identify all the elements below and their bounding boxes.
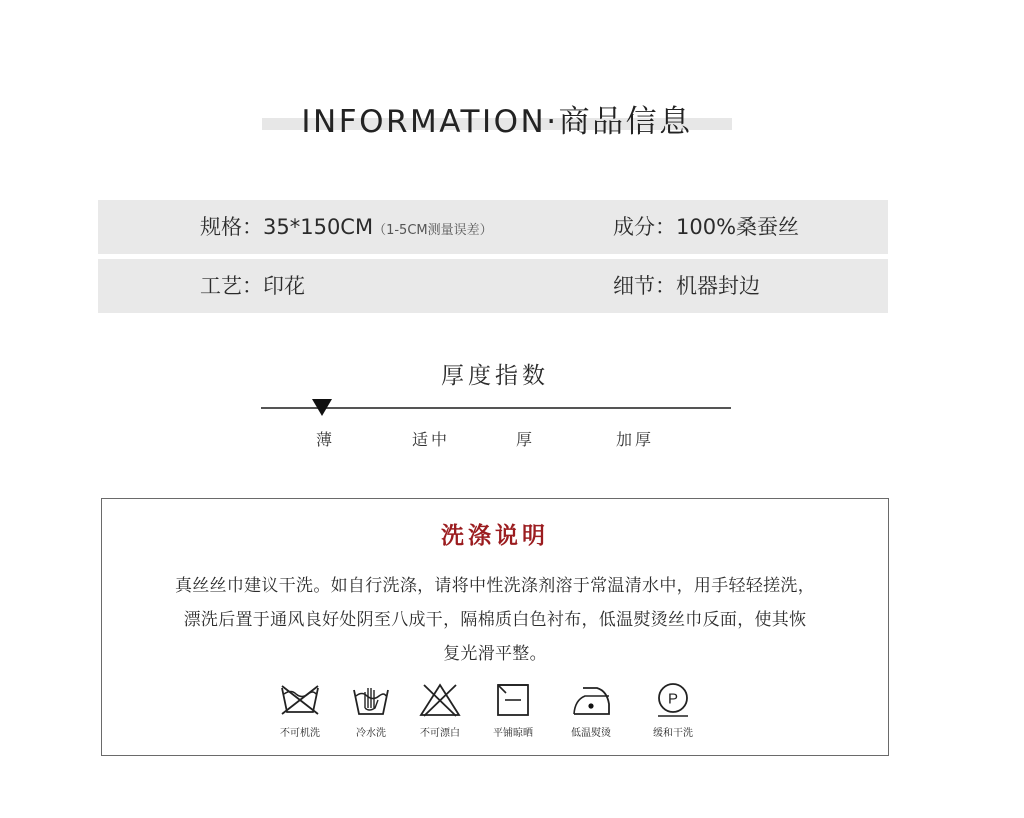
care-icon-label: 平铺晾晒 bbox=[493, 728, 533, 739]
gentle-dry-clean-icon bbox=[651, 682, 695, 718]
care-icon-item bbox=[405, 682, 475, 739]
care-title: 洗涤说明 bbox=[441, 523, 549, 549]
thickness-level-medium: 适中 bbox=[412, 430, 451, 449]
care-icon-item bbox=[265, 682, 335, 739]
care-icon-item bbox=[478, 682, 548, 739]
care-text-line: 漂洗后置于通风良好处阴至八成干，隔棉质白色衬布，低温熨烫丝巾反面，使其恢 bbox=[183, 610, 807, 630]
spec-material: 成分：100%桑蚕丝 bbox=[613, 215, 800, 239]
care-text-line: 复光滑平整。 bbox=[443, 644, 547, 664]
thickness-marker-icon bbox=[312, 399, 332, 416]
thickness-level-thin: 薄 bbox=[316, 430, 336, 449]
care-text bbox=[132, 569, 858, 671]
no-bleach-icon bbox=[418, 682, 462, 718]
thickness-title: 厚度指数 bbox=[441, 363, 549, 389]
care-icon-label: 冷水洗 bbox=[356, 728, 386, 739]
spec-row bbox=[98, 259, 888, 313]
no-machine-wash-icon bbox=[278, 682, 322, 718]
page-title: INFORMATION·商品信息 bbox=[301, 104, 693, 140]
thickness-level-extra-thick: 加厚 bbox=[616, 430, 655, 449]
spec-row bbox=[98, 200, 888, 254]
care-icon-label: 不可机洗 bbox=[280, 728, 320, 739]
care-icon-item bbox=[556, 682, 626, 739]
care-icons bbox=[170, 682, 730, 742]
thickness-level-thick: 厚 bbox=[516, 430, 536, 449]
care-icon-item bbox=[638, 682, 708, 739]
low-iron-icon bbox=[569, 682, 613, 718]
spec-size-note: （1-5CM测量误差） bbox=[373, 223, 493, 238]
spec-size bbox=[200, 200, 493, 258]
care-icon-item bbox=[336, 682, 406, 739]
spec-detail: 细节：机器封边 bbox=[613, 274, 760, 298]
dry-flat-shade-icon bbox=[491, 682, 535, 718]
care-icon-label: 不可漂白 bbox=[420, 728, 460, 739]
care-text-line: 真丝丝巾建议干洗。如自行洗涤，请将中性洗涤剂溶于常温清水中，用手轻轻搓洗， bbox=[174, 576, 816, 596]
care-icon-label: 低温熨烫 bbox=[571, 728, 611, 739]
svg-text:P: P bbox=[667, 690, 679, 708]
cold-hand-wash-icon bbox=[349, 682, 393, 718]
spec-size-value: 规格：35*150CM bbox=[200, 215, 374, 239]
spec-craft: 工艺：印花 bbox=[200, 274, 305, 298]
care-icon-label: 缓和干洗 bbox=[653, 728, 693, 739]
